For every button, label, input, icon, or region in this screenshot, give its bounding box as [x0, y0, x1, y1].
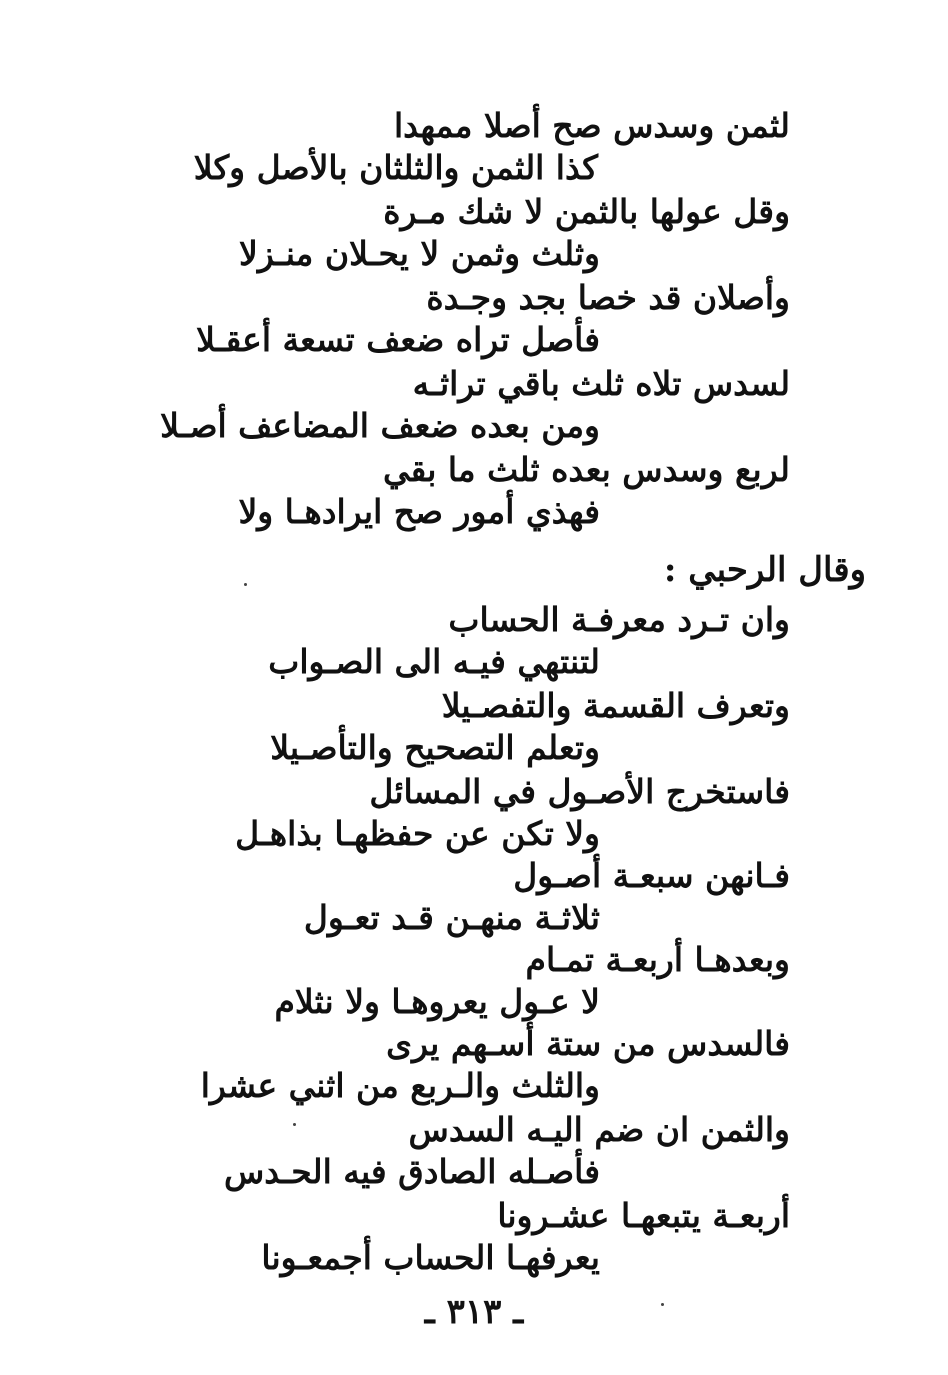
poem-line: لتنتهي فيـه الى الصـواب — [268, 642, 600, 681]
poem-line: لا عـول يعروهـا ولا نثلام — [274, 982, 600, 1021]
poem-line: وأصلان قد خصا بجد وجـدة — [426, 278, 790, 317]
poem-line: وتعلم التصحيح والتأصـيلا — [270, 728, 600, 767]
poem-line: والثلث والـربع من اثني عشرا — [200, 1066, 600, 1105]
poem-line: فهذي أمور صح ايرادهـا ولا — [238, 492, 600, 531]
section-heading: وقال الرحبي : — [663, 550, 866, 590]
poem-line: فأصـله الصادق فيه الحـدس — [223, 1152, 600, 1191]
poem-line: فأصل تراه ضعف تسعة أعقـلا — [196, 320, 600, 359]
page-number: ـ ٣١٣ ـ — [424, 1292, 524, 1332]
poem-line: والثمن ان ضم اليـه السدس — [408, 1110, 790, 1149]
poem-line: وتعرف القسمة والتفصـيلا — [441, 686, 790, 725]
poem-line: أربعـة يتبعهـا عشـرونا — [497, 1196, 790, 1235]
poem-line: كذا الثمن والثلثان بالأصل وكلا — [193, 148, 598, 187]
poem-line: وبعدهـا أربعـة تمـام — [525, 940, 790, 979]
poem-line: فالسدس من ستة أسـهم يرى — [386, 1024, 790, 1063]
print-speck — [661, 1303, 664, 1306]
poem-line: وان تـرد معرفـة الحساب — [448, 600, 790, 639]
poem-line: ولا تكن عن حفظهـا بذاهـل — [235, 814, 600, 853]
poem-line: فـانهن سبعـة أصـول — [513, 856, 790, 895]
poem-line: لسدس تلاه ثلث باقي تراثـه — [412, 364, 790, 403]
poem-line: وثلث وثمن لا يحـلان منـزلا — [239, 234, 600, 273]
poem-line: وقل عولها بالثمن لا شك مـرة — [383, 192, 790, 231]
poem-line: لثمن وسدس صح أصلا ممهدا — [393, 106, 790, 145]
poem-line: ثلاثـة منهـن قـد تعـول — [303, 898, 600, 937]
poem-line: يعرفهـا الحساب أجمعـونا — [261, 1238, 600, 1277]
poem-line: فاستخرج الأصـول في المسائل — [369, 772, 790, 811]
print-speck — [244, 583, 247, 586]
poem-line: ومن بعده ضعف المضاعف أصـلا — [160, 406, 600, 445]
print-speck — [293, 1123, 296, 1126]
poem-line: لربع وسدس بعده ثلث ما بقي — [383, 450, 790, 489]
